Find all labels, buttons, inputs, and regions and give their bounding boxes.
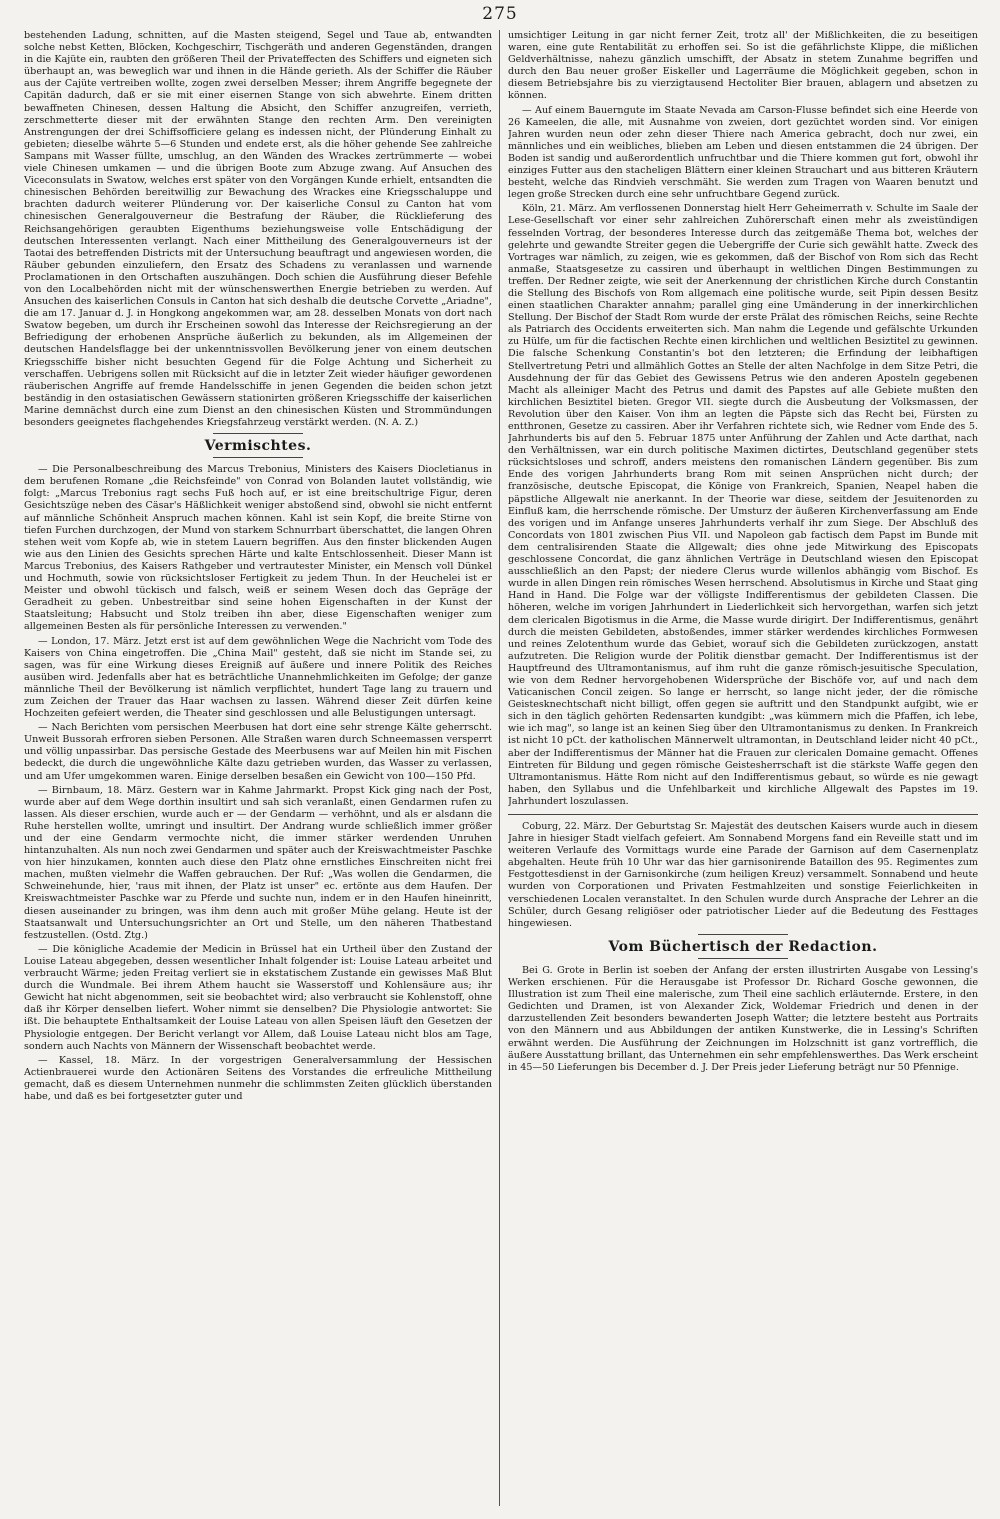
article-paragraph: bestehenden Ladung, schnitten, auf die Masten steigend, Segel und Taue ab, entwandten solche nebst Ketten, Blöcken, Kochgeschirr, Tischgeräth und anderen Gegenständen, drangen in die Kajüte ein, raubten den größeren Theil der Privateffecten des Schiffers und eigneten sich überhaupt an, was beweglich war und ihnen in die Hände gerieth. Als der Schiffer die Räuber aus der Cajüte vertreiben wollte, zogen zwei derselben Messer; ihrem Angriffe begegnete der Capitän dadurch, daß er sie mit einer eisernen Stange von sich abwehrte. Einem dritten bewaffneten Chinesen, dessen Haltung die Absicht, den Schiffer anzugreifen, verrieth, zerschmetterte dieser mit der erwähnten Stange den rechten Arm. Den vereinigten Anstrengungen der drei Schiffsofficiere gelang es indessen nicht, der Plünderung Einhalt zu gebieten; dieselbe währte 5—6 Stunden und endete erst, als die höher gehende See zahlreiche Sampans mit Wasser füllte, umschlug, an den Wänden des Wrackes zertrümmerte — wobei viele Chinesen umkamen — und die übrigen Boote zum Abzuge zwang. Auf Ansuchen des Viceconsulats in Swatow, welches erst später von den Vorgängen Kunde erhielt, entsandten die chinesischen Behörden bereitwillig zur Bewachung des Wrackes eine Kriegsschaluppe und brachten dadurch weiterer Plünderung vor. Der kaiserliche Consul zu Canton hat vom chinesischen Generalgouverneur die Bestrafung der Räuber, die Rücklieferung des Reichsangehörigen geraubten Eigenthums beziehungsweise volle Entschädigung der deutschen Interessenten verlangt. Nach einer Mittheilung des Generalgouverneurs ist der Taotai des betreffenden Districts mit der Untersuchung beauftragt und angewiesen worden, die Räuber gebunden einzuliefern, den Ersatz des Schadens zu veranlassen und warnende Proclamationen in den Ortschaften auszuhängen. Doch schien die Ausführung dieser Befehle von den Localbehörden nicht mit der wünschenswerthen Energie betrieben zu werden. Auf Ansuchen des kaiserlichen Consuls in Canton hat sich deshalb die deutsche Corvette „Ariadne", die am 17. Januar d. J. in Hongkong angekommen war, am 28. desselben Monats von dort nach Swatow begeben, um durch ihr Erscheinen sowohl das Interesse der Reichsregierung an der Befriedigung der erhobenen Ansprüche äußerlich zu bekunden, als im Allgemeinen der deutschen Handelsflagge bei der unkenntnissvollen Bevölkerung jener von einem deutschen Kriegsschiffe bisher nicht besuchten Gegend für die Folge Achtung und Sicherheit zu verschaffen. Uebrigens sollen mit Rücksicht auf die in letzter Zeit wieder häufiger gewordenen räuberischen Angriffe auf fremde Handelsschiffe in jenen Gegenden die beiden schon jetzt beständig in den ostasiatischen Gewässern stationirten größeren Kriegsschiffe der kaiserlichen Marine demnächst durch eine zum Dienst an den chinesischen Küsten und Strommündungen besonders geeignetes flachgehendes Kriegsfahrzeug verstärkt werden. (N. A. Z.) <box>24 30 492 428</box>
article-paragraph: Bei G. Grote in Berlin ist soeben der Anfang der ersten illustrirten Ausgabe von Lessing's Werken erschienen. Für die Herausgabe ist Professor Dr. Richard Gosche gewonnen, die Illustration ist zum Theil eine malerische, zum Theil eine sachlich erläuternde. Erstere, in den Gedichten und Dramen, ist von Alexander Zick, Woldemar Friedrich und denen in der darzustellenden Zeit besonders bewanderten Joseph Watter; die letztere besteht aus Portraits von den Männern und aus Abbildungen der antiken Kunstwerke, die in Lessing's Schriften erwähnt werden. Die Ausführung der Zeichnungen im Holzschnitt ist ganz vortrefflich, die äußere Ausstattung brillant, das Unternehmen ein sehr empfehlenswerthes. Das Werk erscheint in 45—50 Lieferungen bis December d. J. Der Preis jeder Lieferung beträgt nur 50 Pfennige. <box>508 964 978 1073</box>
article-paragraph: — Auf einem Bauerngute im Staate Nevada am Carson-Flusse befindet sich eine Heerde von 26 Kameelen, die alle, mit Ausnahme von zweien, dort gezüchtet worden sind. Vor einigen Jahren wurden neun oder zehn dieser Thiere nach America gebracht, doch nur zwei, ein männliches und ein weibliches, blieben am Leben und diesen entstammen die 24 übrigen. Der Boden ist sandig und außerordentlich unfruchtbar und die Thiere kommen gut fort, obwohl ihr einziges Futter aus den stacheligen Blättern einer kleinen Strauchart und aus bitteren Kräutern besteht, welche das Rindvieh verschmäht. Sie werden zum Tragen von Waaren benutzt und legen große Strecken durch eine sehr unfruchtbare Gegend zurück. <box>508 104 978 201</box>
right-column <box>508 30 978 1506</box>
section-heading-vermischtes: Vermischtes. <box>204 438 312 455</box>
article-paragraph: — Die königliche Academie der Medicin in Brüssel hat ein Urtheil über den Zustand der Louise Lateau abgegeben, dessen wesentlicher Inhalt folgender ist: Louise Lateau arbeitet und verbraucht Wärme; jeden Freitag verliert sie in ekstatischem Zustande ein gewisses Maß Blut durch die Wundmale. Bei ihrem Athem haucht sie Wasserstoff und Kohlensäure aus; ihr Gewicht hat nicht abgenommen, seit sie beobachtet wird; also verbraucht sie Kohlenstoff, ohne daß ihr Körper denselben liefert. Woher nimmt sie denselben? Die Physiologie antwortet: Sie ißt. Die behauptete Enthaltsamkeit der Louise Lateau von allen Speisen läuft den Gesetzen der Physiologie entgegen. Der Bericht verlangt vor Allem, daß Louise Lateau nicht blos am Tage, sondern auch Nachts von Männern der Wissenschaft beobachtet werde. <box>24 943 492 1052</box>
article-paragraph: umsichtiger Leitung in gar nicht ferner Zeit, trotz all' der Mißlichkeiten, die zu beseitigen waren, eine gute Rentabilität zu erhoffen sei. So ist die gefährlichste Klippe, die mißlichen Geldverhältnisse, nahezu gänzlich umschifft, der Absatz in stetem Zunahme begriffen und durch den Bau neuer großer Eiskeller und Lagerräume die Möglichkeit gegeben, schon in diesem Betriebsjahre bis zu vierzigtausend Hectoliter Bier brauen, ablagern und absetzen zu können. <box>508 30 978 102</box>
divider <box>508 814 978 815</box>
article-paragraph: — Nach Berichten vom persischen Meerbusen hat dort eine sehr strenge Kälte geherrscht. Unweit Bussorah erfroren sieben Personen. Alle Straßen waren durch Schneemassen versperrt und völlig unpassirbar. Das persische Gestade des Meerbusens war auf Meilen hin mit Fischen bedeckt, die durch die ungewöhnliche Kälte dazu getrieben wurden, das Wasser zu verlassen, und am Ufer umgekommen waren. Einige derselben besaßen ein Gewicht von 100—150 Pfd. <box>24 722 492 782</box>
article-paragraph: — Kassel, 18. März. In der vorgestrigen Generalversammlung der Hessischen Actienbrauerei wurde den Actionären Seitens des Vorstandes die erfreuliche Mittheilung gemacht, daß es diesem Unternehmen nunmehr die schlimmsten Zeiten glücklich überstanden habe, und daß es bei fortgesetzter guter und <box>24 1054 492 1102</box>
article-paragraph-coburg: Coburg, 22. März. Der Geburtstag Sr. Majestät des deutschen Kaisers wurde auch in diesem Jahre in hiesiger Stadt vielfach gefeiert. Am Sonnabend Morgens fand ein Reveille statt und im weiteren Verlaufe des Vormittags wurde eine Parade der Garnison auf dem Casernenplatz abgehalten. Heute früh 10 Uhr war das hier garnisonirende Bataillon des 95. Regimentes zum Festgottesdienst in der Garnisonkirche (zum heiligen Kreuz) versammelt. Sonnabend und heute wurden von Corporationen und Privaten Festmahlzeiten und sonstige Feierlichkeiten in verschiedenen Localen veranstaltet. In den Schulen wurde durch Ansprache der Lehrer an die Schüler, durch Gesang religiöser oder patriotischer Lieder auf die Bedeutung des Festtages hingewiesen. <box>508 821 978 929</box>
article-paragraph: — Die Personalbeschreibung des Marcus Trebonius, Ministers des Kaisers Diocletianus in dem berufenen Romane „die Reichsfeinde" von Conrad von Bolanden lautet vollständig, wie folgt: „Marcus Trebonius ragt sechs Fuß hoch auf, er ist eine breitschultrige Figur, deren Gesichtszüge neben des Cäsar's Häßlichkeit weniger abstoßend sind, obwohl sie nicht entfernt auf männliche Schönheit Anspruch machen können. Kahl ist sein Kopf, die breite Stirne von tiefen Furchen durchzogen, der Mund von starkem Schnurrbart überschattet, die langen Ohren stehen weit vom Kopfe ab, wie in stetem Lauern begriffen. Aus den finster blickenden Augen wie aus den Linien des Gesichts sprechen Härte und kalte Entschlossenheit. Dieser Mann ist Marcus Trebonius, des Kaisers Rathgeber und vertrautester Minister, ein Mensch voll Dünkel und Hochmuth, sowie von rücksichtsloser Fertigkeit zu jedem Thun. In der Heuchelei ist er Meister und obwohl tückisch und falsch, weiß er seinem Wesen doch das Gepräge der Geradheit zu geben. Unbestreitbar sind seine hohen Eigenschaften in der Kunst der Staatsleitung; Habsucht und Stolz treiben ihn aber, diese Eigenschaften weniger zum allgemeinen Besten als für persönliche Interessen zu verwenden." <box>24 464 492 633</box>
article-paragraph: Köln, 21. März. Am verflossenen Donnerstag hielt Herr Geheimerrath v. Schulte im Saale der Lese-Gesellschaft vor einer sehr zahlreichen Zuhörerschaft einen mehr als zweistündigen fesselnden Vortrag, der besonderes Interesse durch das zeitgemäße Thema bot, welches der gelehrte und gewandte Streiter gegen die Uebergriffe der Curie sich gewählt hatte. Zweck des Vortrages war nämlich, zu zeigen, wie es gekommen, daß der Bischof von Rom sich das Recht anmaße, Staatsgesetze zu cassiren und überhaupt in weltlichen Dingen Bestimmungen zu treffen. Der Redner zeigte, wie seit der Anerkennung der christlichen Kirche durch Constantin die Stellung des Bischofs von Rom allgemach eine politische wurde, seit Pipin dessen Besitz einen staatlichen Charakter annahm; parallel ging eine Umänderung in der innerkirchlichen Stellung. Der Bischof der Stadt Rom wurde der erste Prälat des römischen Reichs, seine Rechte als Patriarch des Occidents erweiterten sich. Man nahm die Legende und gefälschte Urkunden zu Hülfe, um für die factischen Rechte einen kirchlichen und weltlichen Besiztitel zu gewinnen. Die falsche Schenkung Constantin's bot den letzteren; die Erfindung der leibhaftigen Stellvertretung Petri und allmählich Gottes an Stelle der alten Nachfolge in dem Sitze Petri, die Ausdehnung der für das Gebiet des Gewissens Petrus wie den anderen Aposteln gegebenen Macht als alleiniger Macht des Petrus und damit des Papstes auf alle Gebiete mußten den kirchlichen Besiztitel bieten. Gregor VII. siegte durch die Ausbeutung der Volksmassen, der Revolution über den Kaiser. Von ihm an legten die Päpste sich das Recht bei, Fürsten zu entthronen, Gesetze zu cassiren. Aber ihr Verfahren richtete sich, wie Redner vom Ende des 5. Jahrhunderts bis auf den 5. Februar 1875 unter Anführung der Zahlen und Acte darthat, nach den Verhältnissen, war ein durch politische Maximen dictirtes, Deutschland gegenüber stets rücksichtsloses und schroff, anders meistens den romanischen Ländern gegenüber. Bis zum Ende des vorigen Jahrhunderts brang Rom mit seinen Ansprüchen nicht durch; der französische, deutsche Episcopat, die Könige von Frankreich, Spanien, Neapel haben die päpstliche Allgewalt nie anerkannt. In der Theorie war diese, seitdem der Jesuitenorden zu Einfluß kam, die herrschende römische. Der Umsturz der äußeren Kirchenverfassung am Ende des vorigen und im Anfange unseres Jahrhunderts verhalf ihr zum Siege. Der Abschluß des Concordats von 1801 zwischen Pius VII. und Napoleon gab factisch dem Papst im Bunde mit dem centralisirenden Staate die Allgewalt; dies ohne jede Mitwirkung des Episcopats geschlossene Concordat, die ganz ähnlichen Verträge in Deutschland wiesen den Episcopat ausschließlich an den Papst; der niedere Clerus wurde willenlos abhängig vom Bischof. Es wurde in allen Dingen rein römisches Wesen herrschend. Absolutismus in Kirche und Staat ging Hand in Hand. Die Folge war der völligste Indifferentismus der gebildeten Classen. Die höheren, welche im vorigen Jahrhundert in Liederlichkeit sich hervorgethan, warfen sich jetzt dem clericalen Bigotismus in die Arme, die Masse wurde dirigirt. Der Indifferentismus, genährt durch die meisten Gebildeten, abstoßendes, immer stärker werdendes kirchliches Formwesen und reines Zelotenthum wurde das Gebiet, worauf sich die Gebildeten zurückzogen, anstatt aufzutreten. Die Religion wurde der Politik dienstbar gemacht. Der Indifferentismus ist der Hauptfreund des Ultramontanismus, auf ihm ruht die ganze römisch-jesuitische Speculation, wie von dem Redner hervorgehobenen Widersprüche der Bischöfe vor, auf und nach dem Vaticanischen Concil zeigen. So lange er herrscht, so lange nicht jeder, der die römische Geistesknechtschaft nicht billigt, offen gegen sie auftritt und den Standpunkt aufgibt, wie er sich in den täglich gehörten Redensarten kundgibt: „was kümmern mich die Pfaffen, ich lebe, wie ich mag", so lange ist an keinen Sieg über den Ultramontanismus zu denken. In Frankreich ist nicht 10 pCt. der katholischen Männerwelt ultramontan, in Deutschland leider nicht 40 pCt., aber der Indifferentismus der Männer hat die Frauen zur clericalen Domaine gemacht. Offenes Eintreten für Bildung und gegen römische Geistesherrschaft ist die stärkste Waffe gegen den Ultramontanismus. Hätte Rom nicht auf den Indifferentismus gebaut, so würde es nie gewagt haben, den Syllabus und die Unfehlbarkeit und kirchliche Allgewalt des Papstes im 19. Jahrhundert loszulassen. <box>508 203 978 807</box>
left-column <box>24 30 492 1506</box>
divider <box>213 433 303 434</box>
divider <box>698 934 788 935</box>
page-number: 275 <box>482 4 518 24</box>
article-paragraph: — Birnbaum, 18. März. Gestern war in Kahme Jahrmarkt. Propst Kick ging nach der Post, wurde aber auf dem Wege dorthin insultirt und sah sich veranlaßt, einen Gendarmen rufen zu lassen. Als dieser erschien, wurde auch er — der Gendarm — verhöhnt, und als er alsdann die Ruhe herstellen wollte, umringt und insultirt. Der Andrang wurde schließlich immer größer und der eine Gendarm vermochte nicht, die immer stärker werdenden Unruhen hintanzuhalten. Als nun noch zwei Gendarmen und später auch der Kreiswachtmeister Paschke von hier hinzukamen, konnten auch diese den Platz ohne ernstliches Einschreiten nicht frei machen, mußten vielmehr die Waffen gebrauchen. Der Ruf: „Was wollen die Gendarmen, die Schweinehunde, hier, 'raus mit ihnen, der Platz ist unser" ec. ertönte aus dem Haufen. Der Kreiswachtmeister Paschke war zu Pferde und suchte nun, indem er in den Haufen hineinritt, diesen auseinander zu bringen, was ihm denn auch mit großer Mühe gelang. Heute ist der Staatsanwalt und Untersuchungsrichter an Ort und Stelle, um den näheren Thatbestand festzustellen. (Ostd. Ztg.) <box>24 784 492 941</box>
divider <box>698 958 788 959</box>
divider <box>213 457 303 458</box>
article-paragraph: — London, 17. März. Jetzt erst ist auf dem gewöhnlichen Wege die Nachricht vom Tode des Kaisers von China eingetroffen. Die „China Mail" gesteht, daß sie nicht im Stande sei, zu sagen, was für eine Wirkung dieses Ereigniß auf äußere und innere Politik des Reiches ausüben wird. Jedenfalls aber hat es beträchtliche Unannehmlichkeiten im Gefolge; der ganze männliche Theil der Bevölkerung ist nämlich verpflichtet, hundert Tage lang zu trauern und zum Zeichen der Trauer das Haar wachsen zu lassen. Während dieser Zeit dürfen keine Hochzeiten gefeiert werden, die Theater sind geschlossen und alle Belustigungen untersagt. <box>24 635 492 720</box>
column-divider <box>499 30 500 1506</box>
section-heading-buechertisch: Vom Büchertisch der Redaction. <box>608 938 878 955</box>
